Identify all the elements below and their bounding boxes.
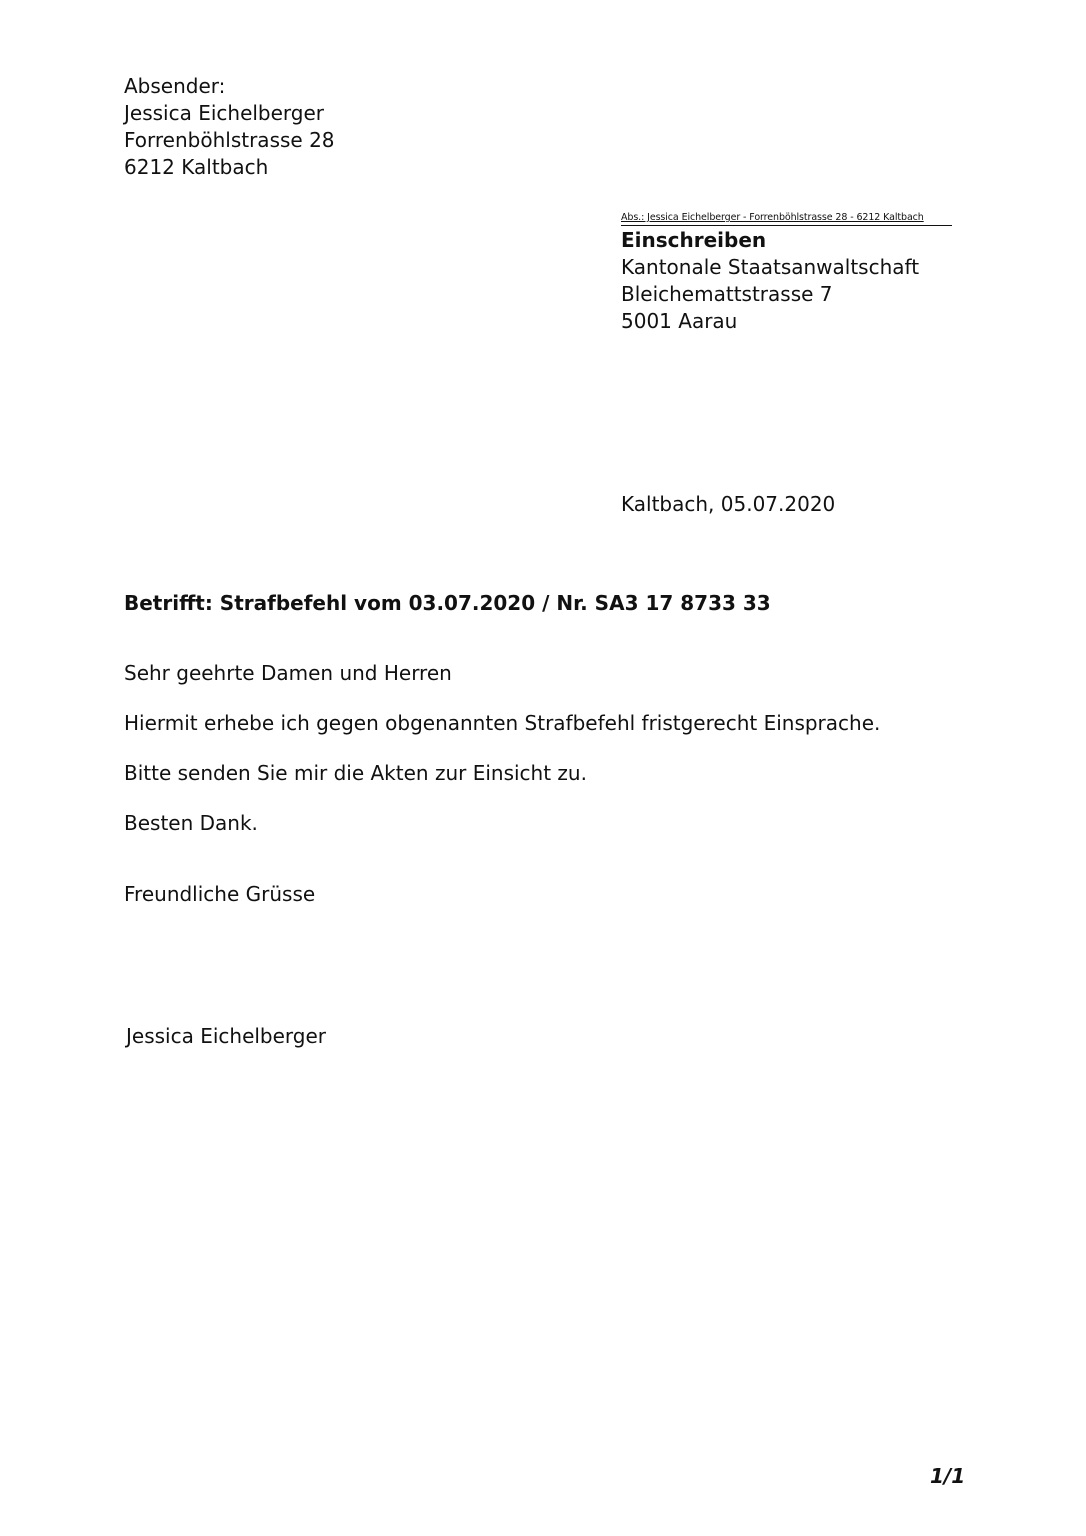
body-paragraph: Bitte senden Sie mir die Akten zur Einsicht zu. bbox=[124, 761, 587, 785]
salutation: Sehr geehrte Damen und Herren bbox=[124, 661, 452, 685]
recipient-street: Bleichemattstrasse 7 bbox=[621, 282, 833, 306]
sender-name: Jessica Eichelberger bbox=[124, 101, 325, 125]
body-paragraph: Hiermit erhebe ich gegen obgenannten Strafbefehl fristgerecht Einsprache. bbox=[124, 711, 881, 735]
place-and-date: Kaltbach, 05.07.2020 bbox=[621, 492, 836, 516]
signature-name: Jessica Eichelberger bbox=[126, 1024, 327, 1048]
subject-line: Betrifft: Strafbefehl vom 03.07.2020 / Nr. SA3 17 8733 33 bbox=[124, 591, 771, 615]
sender-heading: Absender: bbox=[124, 74, 226, 98]
mail-type-label: Einschreiben bbox=[621, 228, 767, 252]
page-number: 1/1 bbox=[930, 1464, 966, 1488]
recipient-organization: Kantonale Staatsanwaltschaft bbox=[621, 255, 920, 279]
closing-phrase: Freundliche Grüsse bbox=[124, 882, 316, 906]
sender-address-block bbox=[124, 73, 335, 181]
sender-street: Forrenböhlstrasse 28 bbox=[124, 128, 335, 152]
body-paragraph: Besten Dank. bbox=[124, 811, 258, 835]
return-address-line: Abs.: Jessica Eichelberger - Forrenböhlstrasse 28 - 6212 Kaltbach bbox=[621, 212, 952, 226]
recipient-city: 5001 Aarau bbox=[621, 309, 738, 333]
recipient-address-block bbox=[621, 227, 919, 335]
sender-city: 6212 Kaltbach bbox=[124, 155, 269, 179]
